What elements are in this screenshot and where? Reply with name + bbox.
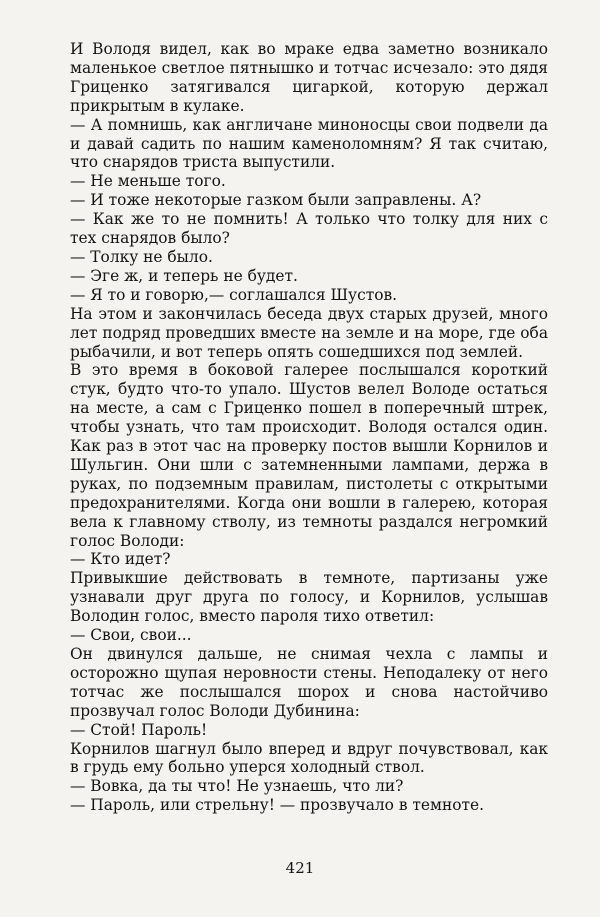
paragraph: — Не меньше того.	[70, 172, 226, 191]
paragraph: — Толку не было.	[70, 247, 213, 266]
paragraph: — И тоже некоторые газком были заправлены. А?	[70, 191, 482, 210]
paragraph: — Кто идет?	[70, 550, 171, 569]
paragraph: — Эге ж, и теперь не будет.	[70, 266, 298, 285]
paragraph: И Володя видел, как во мраке едва заметно возникало маленькое светлое пятнышко и тотчас исчезало: это дядя Гриценко затягивался цигаркой, которую держал прикрытым в кулаке.	[70, 40, 548, 115]
paragraph: В это время в боковой галерее послышался короткий стук, будто что-то упало. Шустов велел Володе остаться на месте, а сам с Гриценко пошел в поперечный штрек, чтобы узнать, что там происходит. Володя остался один. Как раз в этот час на проверку постов вышли Корнилов и Шульгин. Они шли с затемненными лампами, держа в руках, по подземным правилам, пистолеты с открытыми предохранителями. Когда они вошли в галерею, которая вела к главному стволу, из темноты раздался негромкий голос Володи:	[70, 361, 548, 550]
paragraph: Он двинулся дальше, не снимая чехла с лампы и осторожно щупая неровности стены. Неподалеку от него тотчас же послышался шорох и снова настойчиво прозвучал голос Володи Дубинина:	[70, 645, 548, 720]
paragraph: — Пароль, или стрельну! — прозвучало в темноте.	[70, 796, 485, 815]
paragraph: — Вовка, да ты что! Не узнаешь, что ли?	[70, 777, 404, 796]
paragraph: — Стой! Пароль!	[70, 720, 208, 739]
paragraph: — Я то и говорю,— соглашался Шустов.	[70, 285, 398, 304]
paragraph: — Свои, свои...	[70, 626, 192, 645]
paragraph: На этом и закончилась беседа двух старых друзей, много лет подряд проведших вместе на земле и на море, где оба рыбачили, и вот теперь опять сошедшихся под землей.	[70, 304, 548, 361]
paragraph: Корнилов шагнул было вперед и вдруг почувствовал, как в грудь ему больно уперся холодный ствол.	[70, 739, 548, 777]
paragraph: — А помнишь, как англичане миноносцы свои подвели да и давай садить по нашим каменоломням? Я так считаю, что снарядов триста выпустили.	[70, 115, 548, 172]
paragraph: Привыкшие действовать в темноте, партизаны уже узнавали друг друга по голосу, и Корнилов, услышав Володин голос, вместо пароля тихо ответил:	[70, 569, 548, 626]
page-number: 421	[285, 859, 315, 877]
paragraph: — Как же то не помнить! А только что толку для них с тех снарядов было?	[70, 210, 548, 248]
body-text	[70, 40, 548, 815]
